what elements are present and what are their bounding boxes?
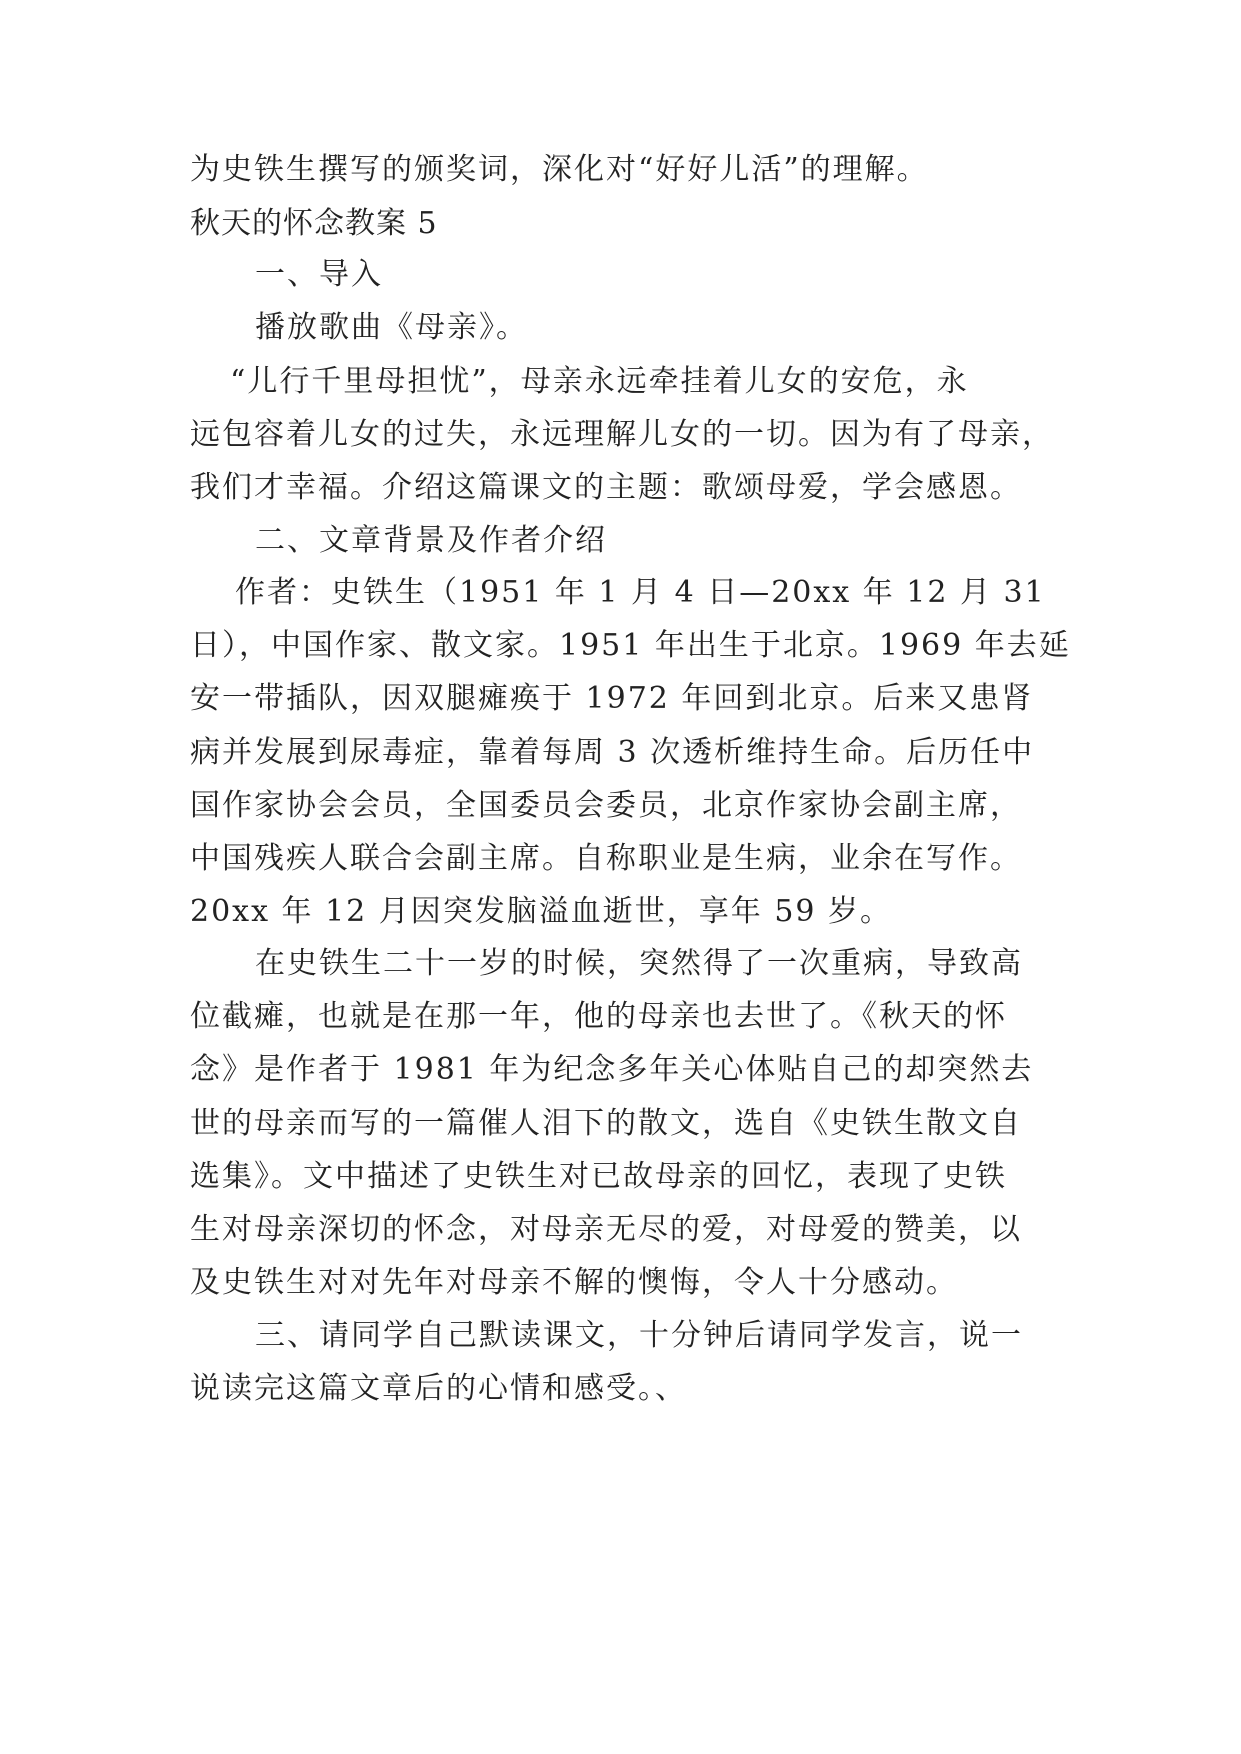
text-line: “儿行千里母担忧”，母亲永远牵挂着儿女的安危，永 <box>230 364 969 399</box>
text-line: 播放歌曲《母亲》。 <box>255 310 528 345</box>
text-line: 作者：史铁生（1951 年 1 月 4 日—20xx 年 12 月 31 <box>235 575 1046 610</box>
text-line: 选集》。文中描述了史铁生对已故母亲的回忆，表现了史铁 <box>190 1159 1007 1194</box>
heading-reading: 三、请同学自己默读课文，十分钟后请同学发言，说一 <box>255 1318 1023 1353</box>
text-line: 20xx 年 12 月因突发脑溢血逝世，享年 59 岁。 <box>190 894 893 929</box>
text-line: 及史铁生对对先年对母亲不解的懊悔，令人十分感动。 <box>190 1265 958 1300</box>
text-line: 国作家协会会员，全国委员会委员，北京作家协会副主席， <box>190 788 1022 823</box>
text-line: 中国残疾人联合会副主席。自称职业是生病，业余在写作。 <box>190 841 1022 876</box>
text-line: 为史铁生撰写的颁奖词，深化对“好好儿活”的理解。 <box>190 152 929 187</box>
text-line: 远包容着儿女的过失，永远理解儿女的一切。因为有了母亲， <box>190 417 1054 452</box>
text-line: 生对母亲深切的怀念，对母亲无尽的爱，对母爱的赞美，以 <box>190 1212 1022 1247</box>
text-line: 我们才幸福。介绍这篇课文的主题：歌颂母爱，学会感恩。 <box>190 470 1022 505</box>
heading-background: 二、文章背景及作者介绍 <box>255 523 607 558</box>
text-line: 在史铁生二十一岁的时候，突然得了一次重病，导致高 <box>255 946 1023 981</box>
text-line: 念》是作者于 1981 年为纪念多年关心体贴自己的却突然去 <box>190 1052 1034 1087</box>
text-line: 世的母亲而写的一篇催人泪下的散文，选自《史铁生散文自 <box>190 1106 1022 1141</box>
section-title: 秋天的怀念教案 5 <box>190 206 438 241</box>
text-line: 日），中国作家、散文家。1951 年出生于北京。1969 年去延 <box>190 628 1071 663</box>
text-line: 安一带插队，因双腿瘫痪于 1972 年回到北京。后来又患肾 <box>190 681 1034 716</box>
text-line: 位截瘫，也就是在那一年，他的母亲也去世了。《秋天的怀 <box>190 999 1007 1034</box>
text-line: 说读完这篇文章后的心情和感受。、 <box>190 1371 687 1406</box>
text-line: 病并发展到尿毒症，靠着每周 3 次透析维持生命。后历任中 <box>190 735 1035 770</box>
heading-intro: 一、导入 <box>255 257 383 292</box>
